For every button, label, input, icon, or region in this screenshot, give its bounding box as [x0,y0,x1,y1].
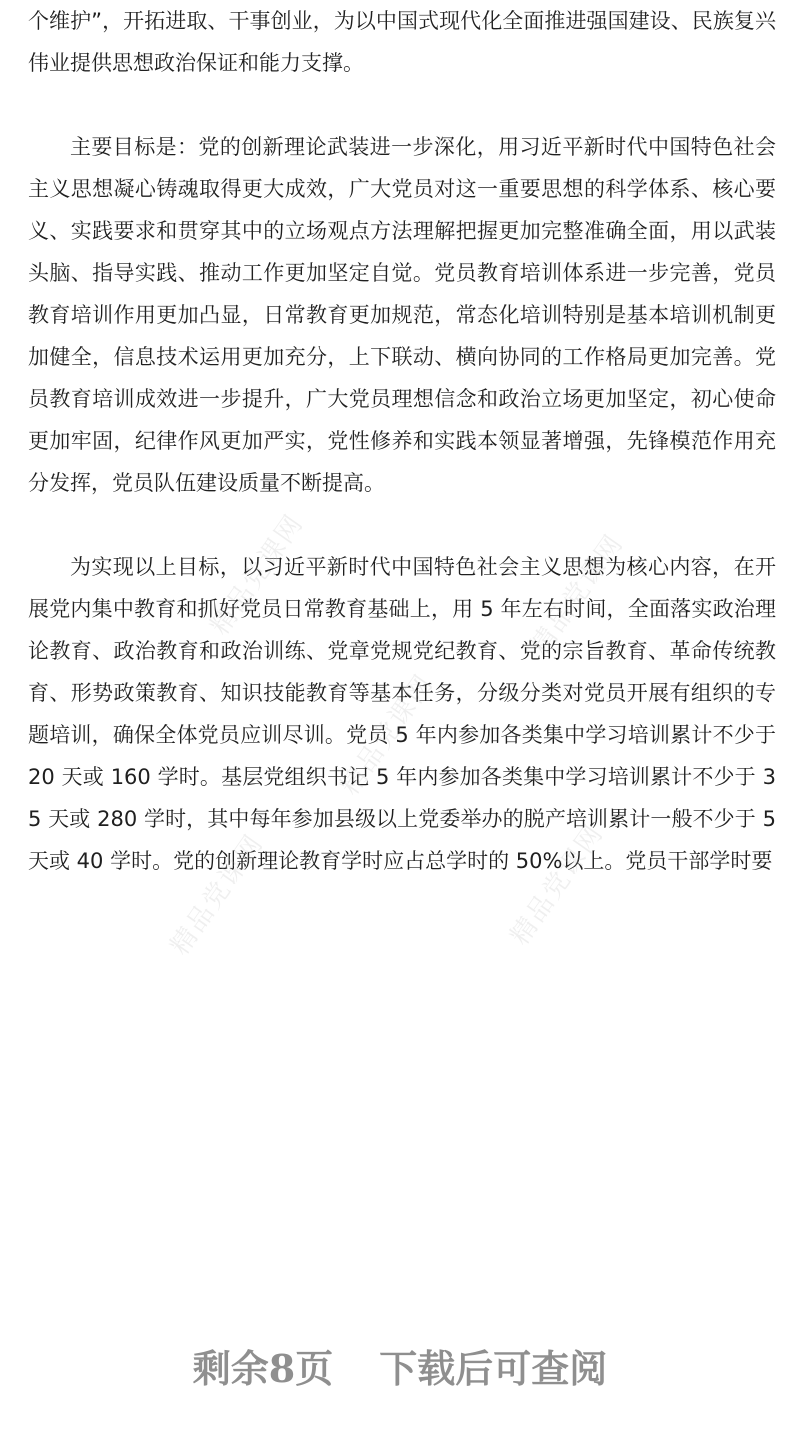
remaining-pages-label: 剩余8页 [192,1345,334,1391]
watermark-text: 精品党课网 [504,818,610,951]
document-body [28,0,776,882]
paragraph-main-goals: 主要目标是：党的创新理论武装进一步深化，用习近平新时代中国特色社会主义思想凝心铸魂取得更大成效，广大党员对这一重要思想的科学体系、核心要义、实践要求和贯穿其中的立场观点方法理解把握更加完整准确全面，用以武装头脑、指导实践、推动工作更加坚定自觉。党员教育培训体系进一步完善，党员教育培训作用更加凸显，日常教育更加规范，常态化培训特别是基本培训机制更加健全，信息技术运用更加充分，上下联动、横向协同的工作格局更加完善。党员教育培训成效进一步提升，广大党员理想信念和政治立场更加坚定，初心使命更加牢固，纪律作风更加严实，党性修养和实践本领显著增强，先锋模范作用充分发挥，党员队伍建设质量不断提高。 [28,135,776,495]
download-to-view-label: 下载后可查阅 [379,1345,608,1391]
watermark-text: 精品党课网 [164,828,270,961]
paragraph-1: 个维护”，开拓进取、干事创业，为以中国式现代化全面推进强国建设、民族复兴伟业提供思想政治保证和能力支撑。 [28,9,776,75]
watermark-text: 精品党课网 [204,508,310,641]
watermark-text: 精品党课网 [524,528,630,661]
paragraph-implementation: 为实现以上目标，以习近平新时代中国特色社会主义思想为核心内容，在开展党内集中教育和抓好党员日常教育基础上，用 5 年左右时间，全面落实政治理论教育、政治教育和政治训练、党章党规党纪教育、党的宗旨教育、革命传统教育、形势政策教育、知识技能教育等基本任务，分级分类对党员开展有组织的专题培训，确保全体党员应训尽训。党员 5 年内参加各类集中学习培训累计不少于 20 天或 160 学时。基层党组织书记 5 年内参加各类集中学习培训累计不少于 35 天或 280 学时，其中每年参加县级以上党委举办的脱产培训累计一般不少于 5 天或 40 学时。党的创新理论教育学时应占总学时的 50%以上。党员干部学时要 [28,555,776,873]
watermark-text: 精品党课网 [334,668,440,801]
download-prompt[interactable] [0,1330,800,1400]
